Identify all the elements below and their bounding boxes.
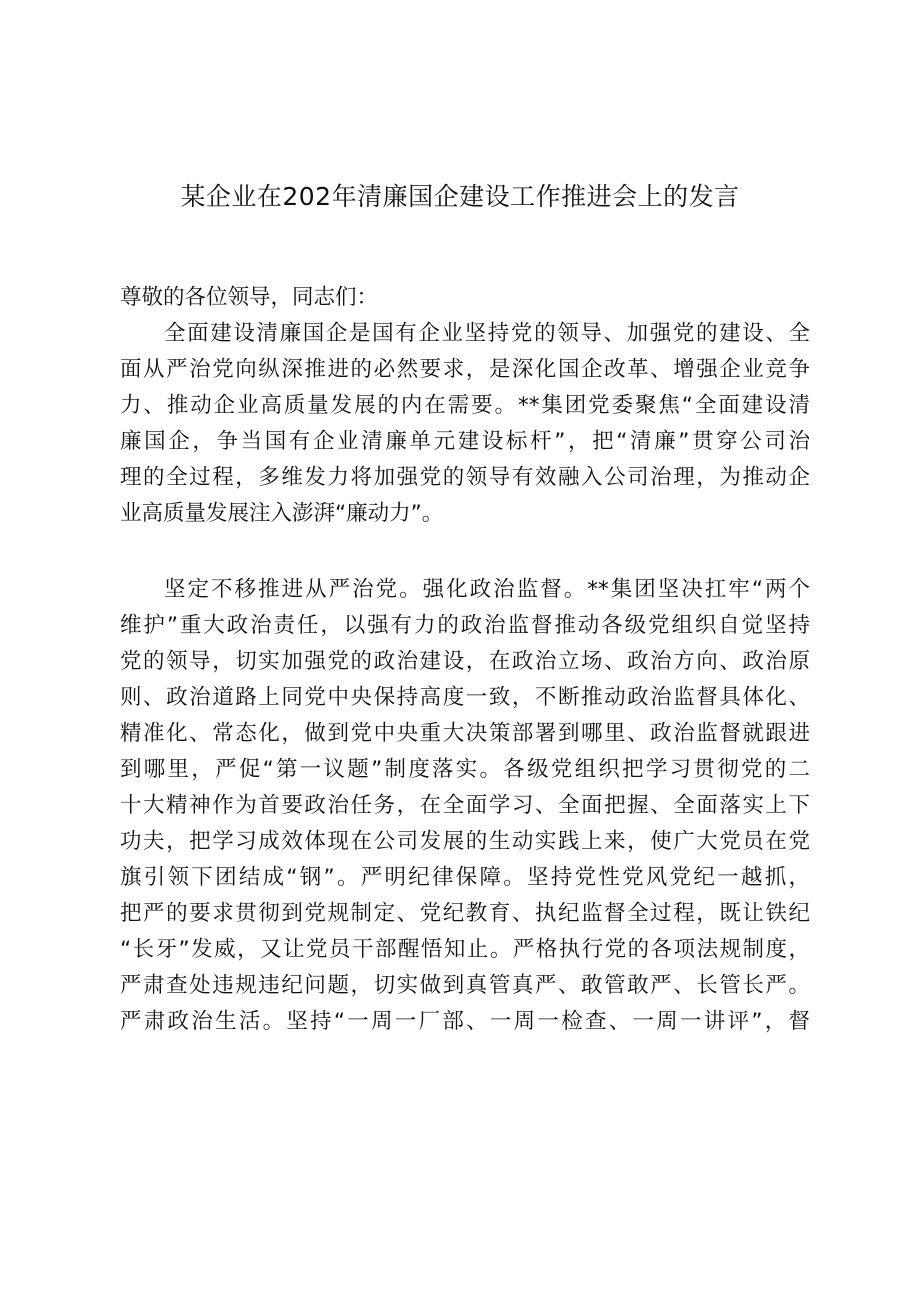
paragraph-2 [120, 572, 810, 1040]
paragraph-line: 旗引领下团结成“钢”。严明纪律保障。坚持党性党风党纪一越抓， [120, 865, 810, 890]
paragraph-line: 力、推动企业高质量发展的内在需要。**集团党委聚焦“全面建设清 [120, 393, 810, 418]
paragraph-line: 党的领导，切实加强党的政治建设，在政治立场、政治方向、政治原 [120, 649, 810, 674]
paragraph-line: 业高质量发展注入澎湃“廉动力”。 [120, 501, 444, 526]
paragraph-line: 面从严治党向纵深推进的必然要求，是深化国企改革、增强企业竞争 [120, 357, 810, 382]
paragraph-line: 维护”重大政治责任，以强有力的政治监督推动各级党组织自觉坚持 [120, 613, 810, 638]
paragraph-line: 廉国企，争当国有企业清廉单元建设标杆”，把“清廉”贯穿公司治 [120, 429, 810, 454]
paragraph-spacer [120, 532, 810, 572]
paragraph-line: “长牙”发威，又让党员干部醒悟知止。严格执行党的各项法规制度， [120, 937, 810, 962]
paragraph-line: 十大精神作为首要政治任务，在全面学习、全面把握、全面落实上下 [120, 793, 810, 818]
salutation: 尊敬的各位领导，同志们： [120, 285, 379, 310]
document-body [120, 280, 810, 1040]
paragraph-line: 严肃政治生活。坚持“一周一厂部、一周一检查、一周一讲评”，督 [120, 1009, 810, 1034]
paragraph-1 [120, 316, 810, 532]
paragraph-line: 理的全过程，多维发力将加强党的领导有效融入公司治理，为推动企 [120, 465, 810, 490]
document-title: 某企业在202年清廉国企建设工作推进会上的发言 [180, 182, 740, 211]
paragraph-line: 把严的要求贯彻到党规制定、党纪教育、执纪监督全过程，既让铁纪 [120, 901, 810, 926]
paragraph-line: 则、政治道路上同党中央保持高度一致，不断推动政治监督具体化、 [120, 685, 810, 710]
paragraph-line: 严肃查处违规违纪问题，切实做到真管真严、敢管敢严、长管长严。 [120, 973, 810, 998]
paragraph-line: 全面建设清廉国企是国有企业坚持党的领导、加强党的建设、全 [164, 321, 810, 346]
paragraph-line: 到哪里，严促“第一议题”制度落实。各级党组织把学习贯彻党的二 [120, 757, 810, 782]
paragraph-line: 功夫，把学习成效体现在公司发展的生动实践上来，使广大党员在党 [120, 829, 810, 854]
paragraph-line: 精准化、常态化，做到党中央重大决策部署到哪里、政治监督就跟进 [120, 721, 810, 746]
paragraph-line: 坚定不移推进从严治党。强化政治监督。**集团坚决扛牢“两个 [164, 577, 810, 602]
